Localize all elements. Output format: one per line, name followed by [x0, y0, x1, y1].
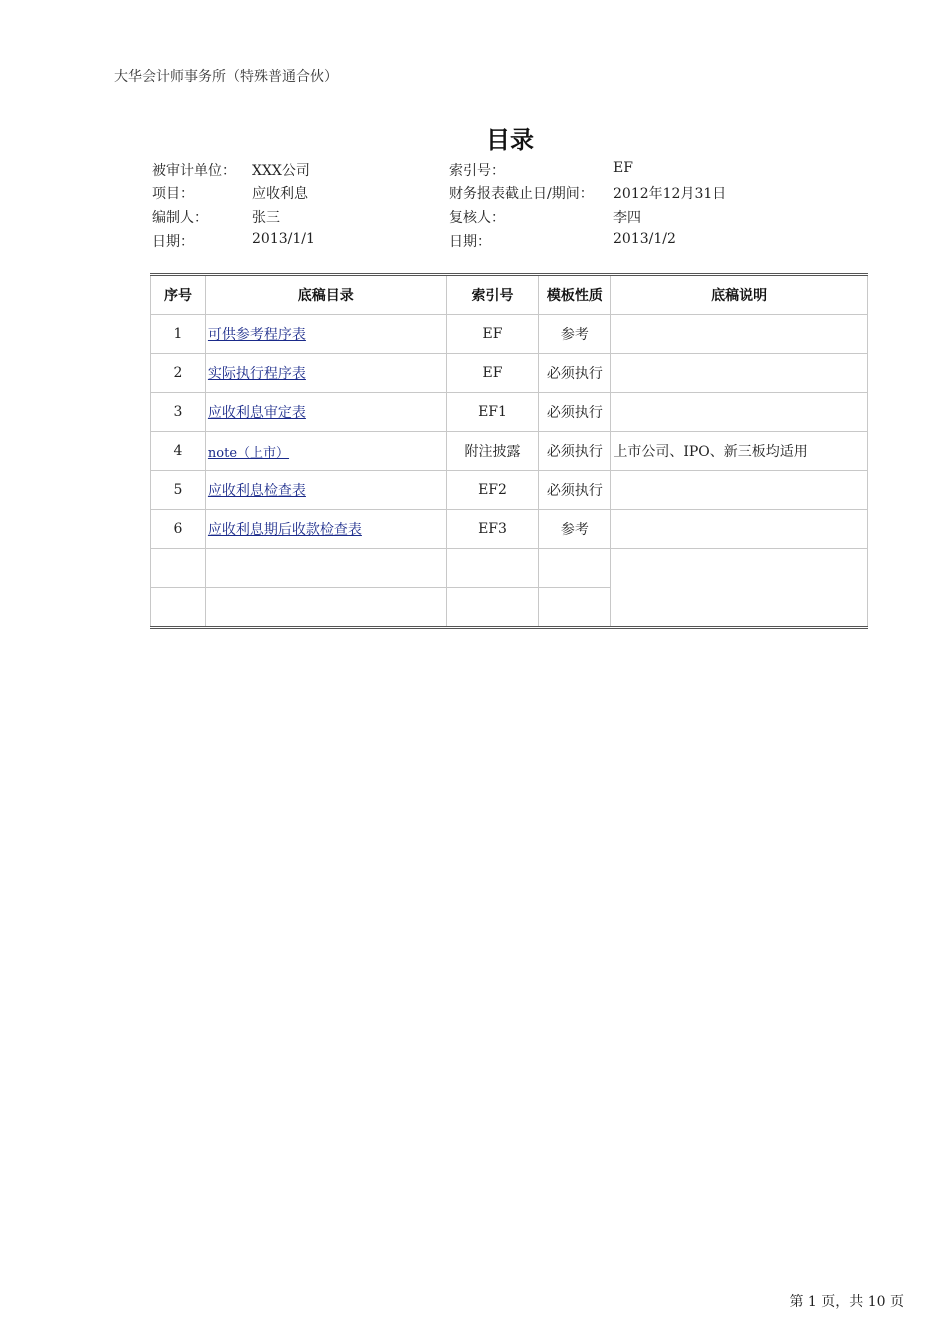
header-type: 模板性质 — [539, 275, 611, 315]
row-index: EF — [446, 315, 539, 354]
row-no: 1 — [151, 315, 206, 354]
page-title: 目录 — [486, 126, 534, 154]
header-name: 底稿目录 — [205, 275, 446, 315]
empty-cell — [205, 549, 446, 588]
row-note — [611, 471, 868, 510]
row-index: EF1 — [446, 393, 539, 432]
empty-cell — [446, 588, 539, 628]
row-index: EF — [446, 354, 539, 393]
project-label: 项目： — [152, 186, 194, 202]
row-note — [611, 510, 868, 549]
workpaper-link[interactable]: 应收利息审定表 — [207, 405, 306, 421]
workpaper-link[interactable]: 实际执行程序表 — [207, 366, 306, 382]
table-row — [151, 393, 868, 432]
table-row — [151, 432, 868, 471]
empty-cell — [205, 588, 446, 628]
date1-label: 日期： — [152, 234, 194, 250]
workpaper-link[interactable]: 可供参考程序表 — [207, 327, 306, 343]
row-note — [611, 354, 868, 393]
row-type: 参考 — [539, 510, 611, 549]
date2-value: 2013/1/2 — [613, 231, 676, 247]
table-header-row — [151, 275, 868, 315]
row-type: 必须执行 — [539, 432, 611, 471]
table-row — [151, 471, 868, 510]
row-type: 参考 — [539, 315, 611, 354]
header-no: 序号 — [151, 275, 206, 315]
index-value: EF — [613, 160, 633, 176]
row-note — [611, 393, 868, 432]
row-no: 6 — [151, 510, 206, 549]
date1-value: 2013/1/1 — [252, 231, 315, 247]
empty-cell — [539, 549, 611, 588]
empty-cell — [539, 588, 611, 628]
auditee-value: XXX公司 — [252, 163, 310, 179]
table-row — [151, 510, 868, 549]
header-note: 底稿说明 — [611, 275, 868, 315]
empty-cell — [611, 549, 868, 628]
workpaper-link[interactable]: 应收利息检查表 — [207, 483, 306, 499]
row-note: 上市公司、IPO、新三板均适用 — [611, 432, 868, 471]
index-label: 索引号： — [449, 163, 505, 179]
row-note — [611, 315, 868, 354]
row-no: 2 — [151, 354, 206, 393]
row-no: 4 — [151, 432, 206, 471]
project-value: 应收利息 — [252, 186, 308, 202]
workpaper-link[interactable]: note（上市） — [207, 445, 290, 461]
period-value: 2012年12月31日 — [613, 186, 727, 202]
row-index: 附注披露 — [446, 432, 539, 471]
date2-label: 日期： — [449, 234, 491, 250]
reviewer-label: 复核人： — [449, 210, 505, 226]
table-row — [151, 354, 868, 393]
empty-cell — [151, 588, 206, 628]
workpaper-link[interactable]: 应收利息期后收款检查表 — [207, 522, 362, 538]
row-type: 必须执行 — [539, 354, 611, 393]
row-type: 必须执行 — [539, 471, 611, 510]
preparer-value: 张三 — [252, 210, 280, 226]
reviewer-value: 李四 — [613, 210, 641, 226]
row-index: EF2 — [446, 471, 539, 510]
directory-table — [150, 273, 868, 629]
row-index: EF3 — [446, 510, 539, 549]
table-row — [151, 315, 868, 354]
period-label: 财务报表截止日/期间： — [449, 186, 594, 202]
header-index: 索引号 — [446, 275, 539, 315]
page-footer: 第 1 页，共 10 页 — [789, 1294, 904, 1310]
row-type: 必须执行 — [539, 393, 611, 432]
auditee-label: 被审计单位： — [152, 163, 236, 179]
preparer-label: 编制人： — [152, 210, 208, 226]
empty-cell — [446, 549, 539, 588]
firm-name: 大华会计师事务所（特殊普通合伙） — [114, 69, 338, 85]
empty-cell — [151, 549, 206, 588]
table-row-empty — [151, 549, 868, 588]
row-no: 3 — [151, 393, 206, 432]
row-no: 5 — [151, 471, 206, 510]
